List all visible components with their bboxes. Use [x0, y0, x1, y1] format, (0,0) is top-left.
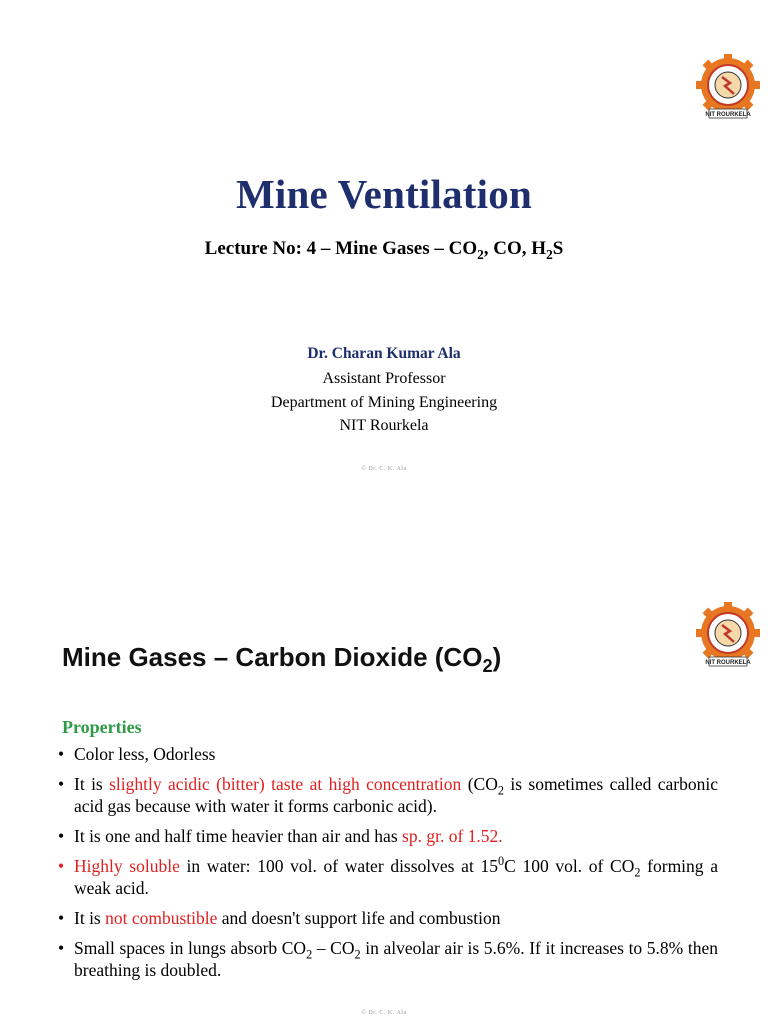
bullet-text-segment: Color less, Odorless [74, 744, 216, 764]
author-designation: Assistant Professor [322, 370, 446, 387]
bullet-text-segment: sp. gr. of 1.52. [402, 826, 503, 846]
bullet-dot: • [58, 744, 65, 764]
bullet-item [58, 743, 718, 765]
lecture-subtitle: Lecture No: 4 – Mine Gases – $CO_2$, CO, $H_2S$ [204, 238, 564, 262]
bullet-text-segment: is sometimes called carbonic acid gas because with water it forms carbonic acid). [74, 774, 719, 816]
bullet-dot: • [58, 938, 65, 958]
bullet-item [58, 825, 718, 847]
institute-emblem-icon [695, 602, 761, 668]
properties-list [58, 743, 718, 989]
bullet-text-segment: and doesn't support life and combustion [217, 908, 501, 928]
slide-footer: © Dr. C. K. Ala [361, 466, 407, 472]
logo-text: NIT ROURKELA [705, 112, 751, 118]
bullet-text-segment: (CO [461, 774, 498, 794]
logo-text: NIT ROURKELA [705, 660, 751, 666]
slide-title: Mine Ventilation [236, 171, 532, 217]
author-department: Department of Mining Engineering [270, 394, 498, 411]
bullet-text-segment: Highly soluble [74, 856, 180, 876]
bullet-text-segment: 2 [306, 947, 313, 962]
bullet-text-segment: It is [74, 908, 106, 928]
bullet-item [58, 773, 718, 817]
bullet-text-segment: in alveolar air is 5.6%. If it increases to 5.8% then breathing is doubled. [74, 938, 718, 980]
bullet-text-segment: 0 [497, 854, 505, 869]
bullet-item [58, 855, 718, 899]
bullet-text-segment: slightly acidic (bitter) taste at high concentration [109, 774, 462, 794]
content-slide [0, 512, 768, 1024]
bullet-text-segment: forming a weak acid. [74, 856, 718, 898]
slide-footer: © Dr. C. K. Ala [361, 1010, 407, 1016]
institute-emblem-icon [695, 54, 761, 120]
bullet-dot: • [58, 856, 65, 876]
author-name: Dr. Charan Kumar Ala [307, 345, 461, 362]
bullet-text-segment: in water: 100 vol. of water dissolves at 15 [179, 856, 498, 876]
bullet-text-segment: 2 [497, 783, 504, 798]
properties-heading: Properties [62, 717, 142, 737]
bullet-dot: • [58, 774, 65, 794]
bullet-text-segment: Small spaces in lungs absorb CO [74, 938, 307, 958]
bullet-text-segment: 2 [634, 865, 641, 880]
bullet-item [58, 907, 718, 929]
bullet-text-segment: It is [74, 774, 110, 794]
author-institute: NIT Rourkela [339, 417, 429, 434]
bullet-dot: • [58, 908, 65, 928]
bullet-text-segment: 2 [354, 947, 361, 962]
slide-title: Mine Gases – Carbon Dioxide $(CO_2)$ [62, 642, 502, 677]
bullet-text-segment: – CO [312, 938, 355, 958]
bullet-text-segment: not combustible [105, 908, 218, 928]
bullet-text-segment: C 100 vol. of CO [504, 856, 635, 876]
bullet-dot: • [58, 826, 65, 846]
bullet-text-segment: It is one and half time heavier than air and has [74, 826, 403, 846]
bullet-item [58, 937, 718, 981]
